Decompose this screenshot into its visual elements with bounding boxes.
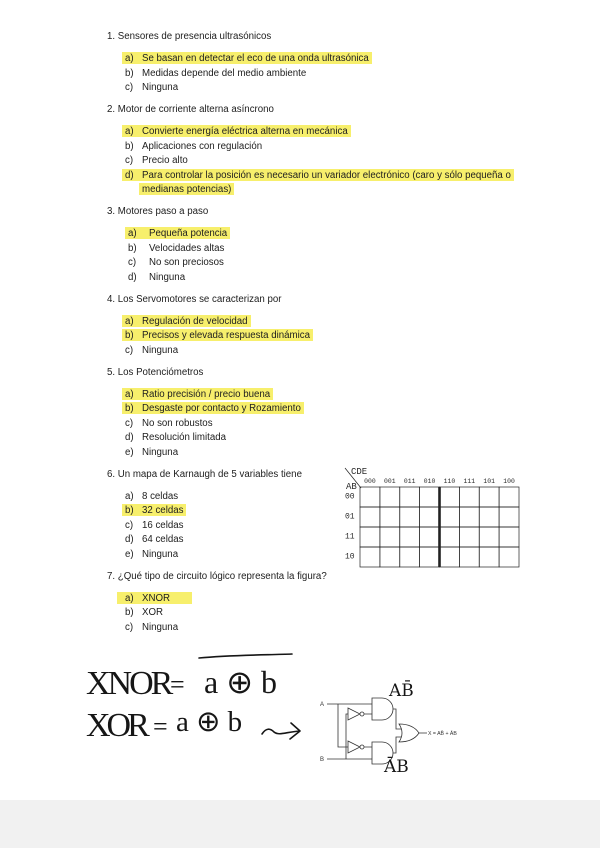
option-text: Convierte energía eléctrica alterna en mecánica [142,126,348,137]
kmap-cell [420,547,440,567]
kmap-column-variables: CDE [351,467,368,477]
answer-option [125,344,532,359]
kmap-cell [479,507,499,527]
option-letter: c) [125,417,134,429]
answer-option [125,431,532,446]
answer-content [125,520,183,531]
kmap-cell [440,487,460,507]
option-text: Ninguna [142,344,179,356]
option-letter: c) [125,621,134,633]
option-letter: a) [125,126,134,137]
option-text: Ninguna [142,446,179,458]
option-letter: a) [125,388,134,400]
answer-content [125,68,306,79]
answer-option [125,621,532,636]
kmap-cell [479,547,499,567]
answer-content [125,418,213,429]
note-gate-top-label: AB̄ [389,681,414,701]
kmap-column-header: 010 [423,478,436,485]
note-xnor-label: XNOR [86,665,171,702]
question-block [107,205,567,285]
option-letter: c) [125,82,134,93]
kmap-cell [360,487,380,507]
question-title: 7. ¿Qué tipo de circuito lógico representa la figura? [107,570,327,582]
note-xor-label: XOR [86,707,146,744]
option-text: Pequeña potencia [149,228,228,239]
answer-option [125,81,532,96]
option-letter: a) [125,315,134,327]
option-letter: e) [125,446,134,458]
answer-content [128,272,185,283]
kmap-column-header: 001 [384,478,396,485]
kmap-cell [380,527,400,547]
kmap-cell [380,507,400,527]
option-text: Medidas depende del medio ambiente [142,67,307,79]
option-text: Ninguna [142,621,179,633]
option-text: Resolución limitada [142,432,226,443]
note-gate-bottom-label: ĀB [384,757,409,777]
note-xnor-equals: = [170,670,185,699]
question-block [107,103,567,198]
kmap-column-header: 000 [364,478,376,485]
question-block [107,30,567,96]
option-text: Precio alto [142,155,188,166]
option-text: No son preciosos [149,257,224,268]
answer-content [125,141,262,152]
not-gate-top [348,708,360,720]
answer-option [128,271,539,286]
answer-content [125,432,226,443]
option-letter: b) [125,607,134,618]
kmap-cell [479,527,499,547]
option-letter: c) [125,155,134,166]
kmap-cell [499,547,519,567]
answer-option [128,242,539,257]
question-block [107,570,567,636]
option-text: Se basan en detectar el eco de una onda ultrasónica [142,53,369,64]
kmap-cell [420,507,440,527]
answer-option [128,256,539,271]
answer-option [125,140,532,155]
kmap-cell [459,527,479,547]
kmap-column-header: 100 [503,478,515,485]
option-text: Ninguna [142,548,179,560]
option-text: XNOR [142,592,170,604]
answer-content [125,155,188,166]
answer-option [125,52,532,67]
answer-content [125,622,178,633]
kmap-cell [360,527,380,547]
option-letter: b) [128,242,137,254]
kmap-cell [380,547,400,567]
answer-content [125,534,183,545]
kmap-column-header: 011 [403,478,416,485]
answer-content [125,447,178,458]
kmap-cell [400,527,420,547]
answer-option [125,315,532,330]
option-text: 16 celdas [142,519,184,531]
kmap-cell [360,507,380,527]
kmap-row-header: 00 [345,492,355,502]
option-text: XOR [142,607,163,618]
question-block [107,366,567,461]
kmap-cell [420,487,440,507]
option-letter: b) [125,505,134,516]
option-text: 8 celdas [142,490,179,502]
answer-option [125,154,532,169]
kmap-cell [499,507,519,527]
option-letter: c) [125,519,134,531]
kmap-cell [400,507,420,527]
kmap-cell [400,547,420,567]
option-letter: b) [125,330,134,341]
option-letter: a) [125,53,134,64]
note-xor-equals: = [153,712,168,741]
answer-option [125,592,532,607]
option-letter: c) [125,344,134,356]
option-text: Precisos y elevada respuesta dinámica [142,330,311,341]
kmap-cell [459,487,479,507]
kmap-column-header: 111 [463,478,476,485]
note-xnor-expression: a ⊕ b [204,664,278,700]
option-text: Ninguna [142,82,179,93]
kmap-cell [420,527,440,547]
answer-option [125,67,532,82]
option-letter: a) [125,592,134,604]
option-letter: e) [125,548,134,560]
option-text: No son robustos [142,417,213,429]
answer-content [125,491,178,502]
question-title: 2. Motor de corriente alterna asíncrono [107,104,274,115]
answer-content [125,607,163,618]
option-letter: d) [125,534,134,545]
answer-option [125,388,532,403]
answer-highlight [117,592,192,604]
answer-option [125,169,532,198]
answer-highlight [122,125,351,137]
kmap-grid [345,478,519,567]
question-title: 3. Motores paso a paso [107,206,209,217]
answer-content [128,257,224,268]
option-text: Desgaste por contacto y Rozamiento [142,403,301,414]
option-letter: b) [125,403,134,414]
question-block [107,293,567,359]
answer-highlight [122,504,186,516]
answer-highlight [122,388,273,400]
kmap-cell [479,487,499,507]
circuit-input-a-label: A [320,702,325,708]
kmap-column-header: 110 [443,478,456,485]
question-title: 1. Sensores de presencia ultrasónicos [107,31,272,42]
kmap-row-header: 01 [345,512,355,522]
kmap-cell [440,547,460,567]
option-text: 32 celdas [142,505,184,516]
option-text: Regulación de velocidad [142,315,248,327]
answer-content [125,82,178,93]
answer-option [125,606,532,621]
option-text: Velocidades altas [149,242,225,254]
answer-highlight [122,402,304,414]
answer-option [125,446,532,461]
answer-highlight [122,52,372,64]
option-text: Para controlar la posición es necesario un variador electrónico (caro y sólo pequeña o medianas potencias) [142,169,511,195]
option-letter: a) [128,228,137,239]
arrow-icon [262,723,300,739]
question-title: 6. Un mapa de Karnaugh de 5 variables tiene [107,468,302,480]
negation-overline [199,654,292,658]
kmap-cell [499,527,519,547]
option-letter: d) [128,271,137,283]
not-gate-bottom [348,741,360,753]
handwritten-strokes [80,640,320,760]
option-text: 64 celdas [142,534,184,545]
option-text: Ratio precisión / precio buena [142,388,271,400]
answer-highlight [122,169,514,196]
karnaugh-map [340,462,525,572]
answer-option [128,227,539,242]
option-letter: b) [125,67,134,79]
kmap-cell [459,547,479,567]
kmap-row-header: 11 [345,532,355,542]
not-gate-bottom-bubble [360,745,364,749]
kmap-cell [440,507,460,527]
answer-option [125,329,532,344]
kmap-cell [499,487,519,507]
answer-option [125,417,532,432]
answer-content [128,243,224,254]
answer-highlight [122,315,251,327]
or-gate [399,724,419,742]
question-title: 4. Los Servomotores se caracterizan por [107,293,282,305]
option-letter: b) [125,140,134,152]
note-xor-expression: a ⊕ b [176,706,243,738]
question-title: 5. Los Potenciómetros [107,366,204,378]
option-text: Aplicaciones con regulación [142,140,263,152]
and-gate-top [372,698,393,720]
option-text: Ninguna [149,271,186,283]
answer-option [125,125,532,140]
answer-option [125,402,532,417]
option-letter: d) [125,169,134,181]
kmap-column-header: 101 [483,478,495,485]
kmap-cell [380,487,400,507]
kmap-row-variables: AB [346,482,357,492]
circuit-output-label: X = AB̄ + ĀB [428,731,457,737]
kmap-cell [459,507,479,527]
option-letter: a) [125,490,134,502]
circuit-input-b-label: B [320,757,325,763]
answer-highlight [122,329,313,341]
option-letter: d) [125,432,134,443]
kmap-cell [360,547,380,567]
kmap-cell [400,487,420,507]
option-letter: c) [128,257,137,268]
answer-content [125,345,178,356]
answer-highlight [125,227,230,239]
answer-content [125,549,178,560]
not-gate-top-bubble [360,712,364,716]
kmap-cell [440,527,460,547]
kmap-row-header: 10 [345,552,355,562]
